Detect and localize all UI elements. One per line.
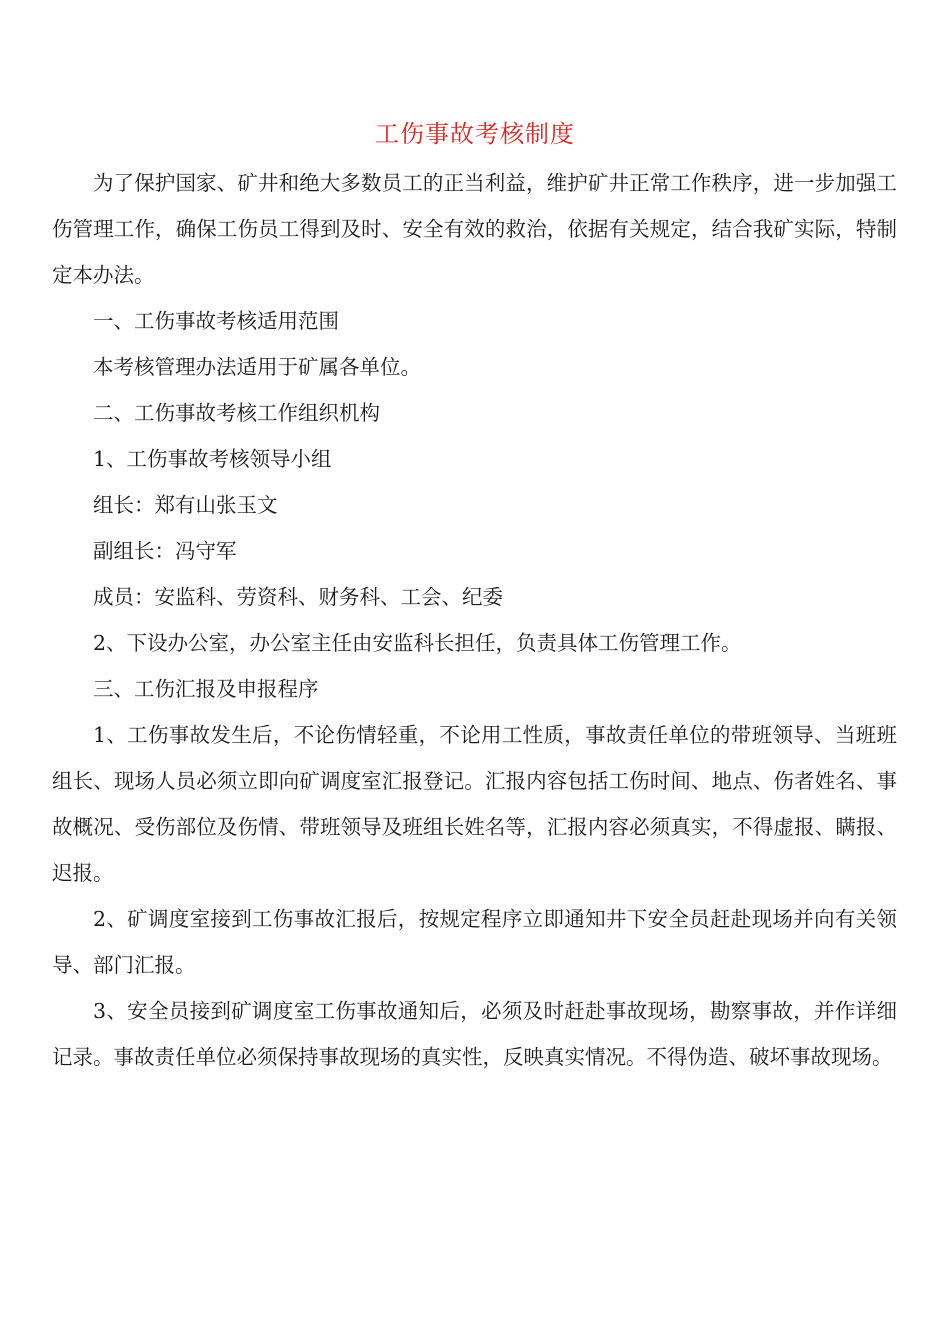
scope-paragraph: 本考核管理办法适用于矿属各单位。 — [93, 355, 421, 379]
intro-paragraph: 为了保护国家、矿井和绝大多数员工的正当利益，维护矿井正常工作秩序，进一步加强工伤管理工作，确保工伤员工得到及时、安全有效的救治，依据有关规定，结合我矿实际，特制定本办法。 — [52, 171, 897, 287]
reporting-paragraph-2: 2、矿调度室接到工伤事故汇报后，按规定程序立即通知井下安全员赶赴现场并向有关领导、部门汇报。 — [52, 907, 897, 977]
reporting-paragraph-3: 3、安全员接到矿调度室工伤事故通知后，必须及时赶赴事故现场，勘察事故，并作详细记录。事故责任单位必须保持事故现场的真实性，反映真实情况。不得伪造、破坏事故现场。 — [52, 999, 897, 1069]
section-heading-reporting: 三、工伤汇报及申报程序 — [93, 677, 319, 701]
group-leader-line: 组长：郑有山张玉文 — [93, 493, 278, 517]
deputy-leader-line: 副组长：冯守军 — [93, 539, 237, 563]
section-heading-scope: 一、工伤事故考核适用范围 — [93, 309, 339, 333]
office-paragraph: 2、下设办公室，办公室主任由安监科长担任，负责具体工伤管理工作。 — [93, 631, 742, 655]
section-heading-organization: 二、工伤事故考核工作组织机构 — [93, 401, 380, 425]
document-body — [52, 160, 897, 1080]
members-line: 成员：安监科、劳资科、财务科、工会、纪委 — [93, 585, 503, 609]
subheading-leadership-group: 1、工伤事故考核领导小组 — [93, 447, 332, 471]
reporting-paragraph-1: 1、工伤事故发生后，不论伤情轻重，不论用工性质，事故责任单位的带班领导、当班班组长、现场人员必须立即向矿调度室汇报登记。汇报内容包括工伤时间、地点、伤者姓名、事故概况、受伤部位及伤情、带班领导及班组长姓名等，汇报内容必须真实，不得虚报、瞒报、迟报。 — [52, 723, 897, 885]
document-title: 工伤事故考核制度 — [375, 120, 575, 148]
